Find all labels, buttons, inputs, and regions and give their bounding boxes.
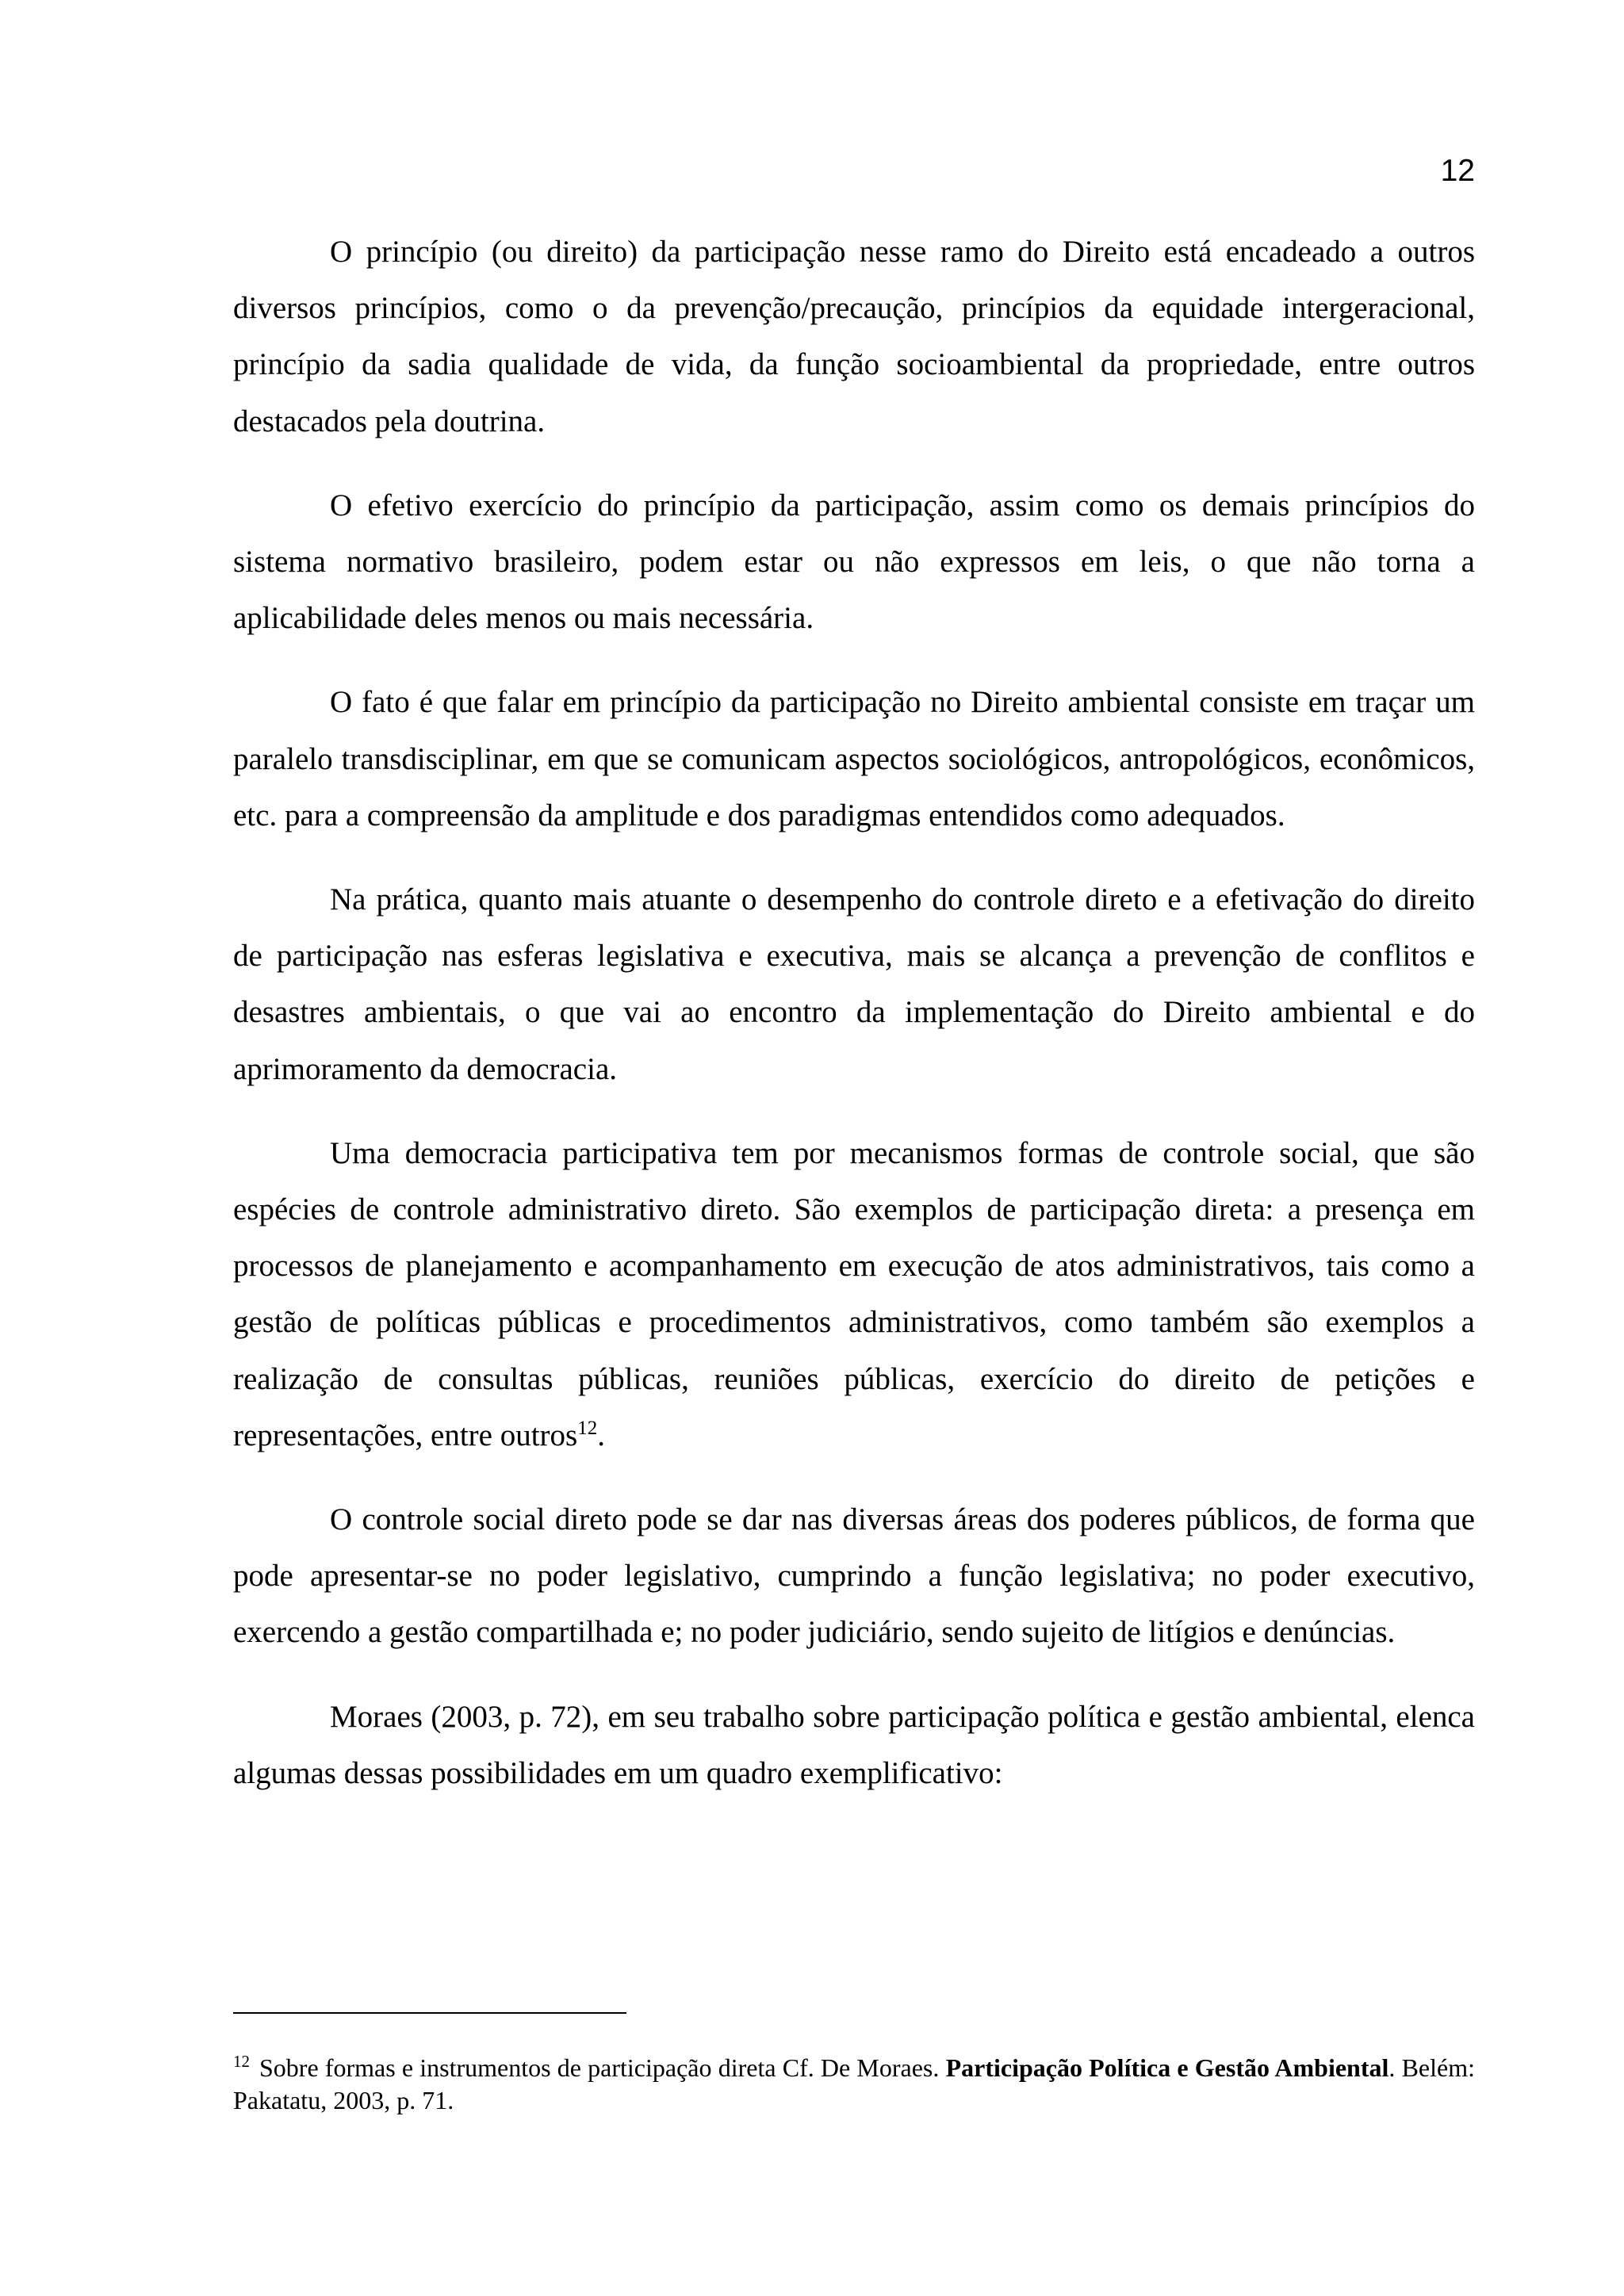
page-number: 12 xyxy=(1440,154,1475,188)
paragraph-4: Na prática, quanto mais atuante o desempenho do controle direto e a efetivação do direito de participação nas esferas legislativa e executiva, mais se alcança a prevenção de conflitos e desastres ambientais, o que vai ao encontro da implementação do Direito ambiental e do aprimoramento da democracia. xyxy=(233,882,1475,1086)
paragraph-5-end: . xyxy=(597,1418,605,1452)
paragraph-5 xyxy=(233,1125,1475,1464)
paragraph-5-text: Uma democracia participativa tem por mecanismos formas de controle social, que são espécies de controle administrativo direto. São exemplos de participação direta: a presença em processos de planejamento e acompanhamento em execução de atos administrativos, tais como a gestão de políticas públicas e procedimentos administrativos, como também são exemplos a realização de consultas públicas, reuniões públicas, exercício do direito de petições e representações, entre outros xyxy=(233,1135,1475,1452)
paragraph-7: Moraes (2003, p. 72), em seu trabalho sobre participação política e gestão ambiental, elenca algumas dessas possibilidades em um quadro exemplificativo: xyxy=(233,1699,1475,1790)
paragraph-2: O efetivo exercício do princípio da participação, assim como os demais princípios do sistema normativo brasileiro, podem estar ou não expressos em leis, o que não torna a aplicabilidade deles menos ou mais necessária. xyxy=(233,488,1475,636)
paragraph-6: O controle social direto pode se dar nas diversas áreas dos poderes públicos, de forma que pode apresentar-se no poder legislativo, cumprindo a função legislativa; no poder executivo, exercendo a gestão compartilhada e; no poder judiciário, sendo sujeito de litígios e denúncias. xyxy=(233,1502,1475,1650)
footnote xyxy=(233,2052,1475,2117)
footnote-separator xyxy=(233,2012,626,2014)
footnote-number: 12 xyxy=(233,2052,250,2072)
body-text xyxy=(233,224,1475,1829)
footnote-bold-title: Participação Política e Gestão Ambiental xyxy=(945,2053,1389,2082)
footnote-text-before: Sobre formas e instrumentos de participação direta Cf. De Moraes. xyxy=(259,2053,946,2082)
paragraph-1: O princípio (ou direito) da participação nesse ramo do Direito está encadeado a outros diversos princípios, como o da prevenção/precaução, princípios da equidade intergeracional, princípio da sadia qualidade de vida, da função socioambiental da propriedade, entre outros destacados pela doutrina. xyxy=(233,235,1475,438)
footnote-text-after: . Belém: Pakatatu, 2003, p. 71. xyxy=(233,2053,1476,2114)
paragraph-3: O fato é que falar em princípio da participação no Direito ambiental consiste em traçar um paralelo transdisciplinar, em que se comunicam aspectos sociológicos, antropológicos, econômicos, etc. para a compreensão da amplitude e dos paradigmas entendidos como adequados. xyxy=(233,685,1475,832)
footnote-reference[interactable]: 12 xyxy=(577,1417,598,1439)
